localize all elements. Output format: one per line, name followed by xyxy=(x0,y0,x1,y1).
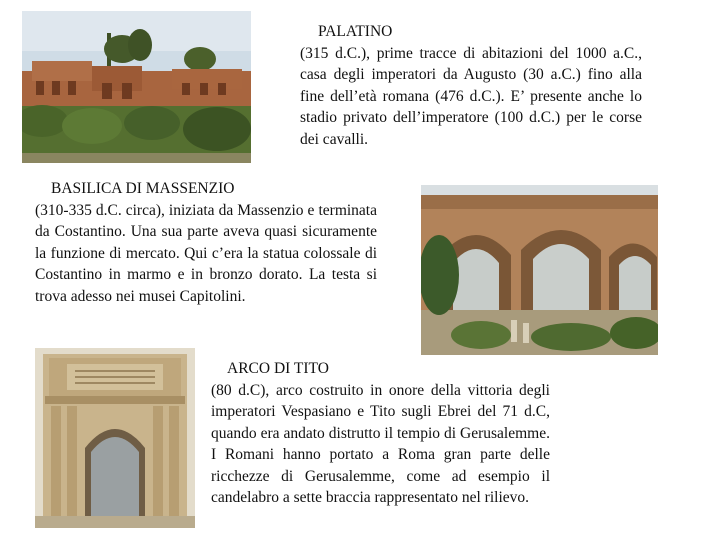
basilica-title: BASILICA DI MASSENZIO xyxy=(51,180,235,197)
arco-description: (80 d.C), arco costruito in onore della vittoria degli imperatori Vespasiano e Tito sugli Ebrei del 71 d.C, quando era andato distrutto il tempio di Gerusalemme. I Romani hanno portato a Roma gran parte delle ricchezze di Gerusalemme, come ad esempio il candelabro a sette braccia rappresentato nel rilievo. xyxy=(211,381,550,506)
basilica-description: (310-335 d.C. circa), iniziata da Massenzio e terminata da Costantino. Una sua parte aveva quasi sicuramente la funzione di mercato. Qui c’era la statua colossale di Costantino in marmo e in bronzo dorato. La testa si trova adesso nei musei Capitolini. xyxy=(35,201,377,305)
basilica-photo xyxy=(421,185,658,355)
palatino-description: (315 d.C.), prime tracce di abitazioni del 1000 a.C., casa degli imperatori da Augusto (30 a.C.) fino alla fine dell’età romana (476 d.C.). E’ presente anche lo stadio privato dell’imperatore (100 d.C.) per le corse dei cavalli. xyxy=(300,44,642,148)
arco-section xyxy=(211,358,550,509)
palatino-section xyxy=(300,21,642,150)
arco-di-tito-photo xyxy=(35,348,195,528)
basilica-section xyxy=(35,178,377,307)
arco-title: ARCO DI TITO xyxy=(227,360,329,377)
palatino-photo xyxy=(22,11,251,163)
palatino-title: PALATINO xyxy=(318,23,393,40)
